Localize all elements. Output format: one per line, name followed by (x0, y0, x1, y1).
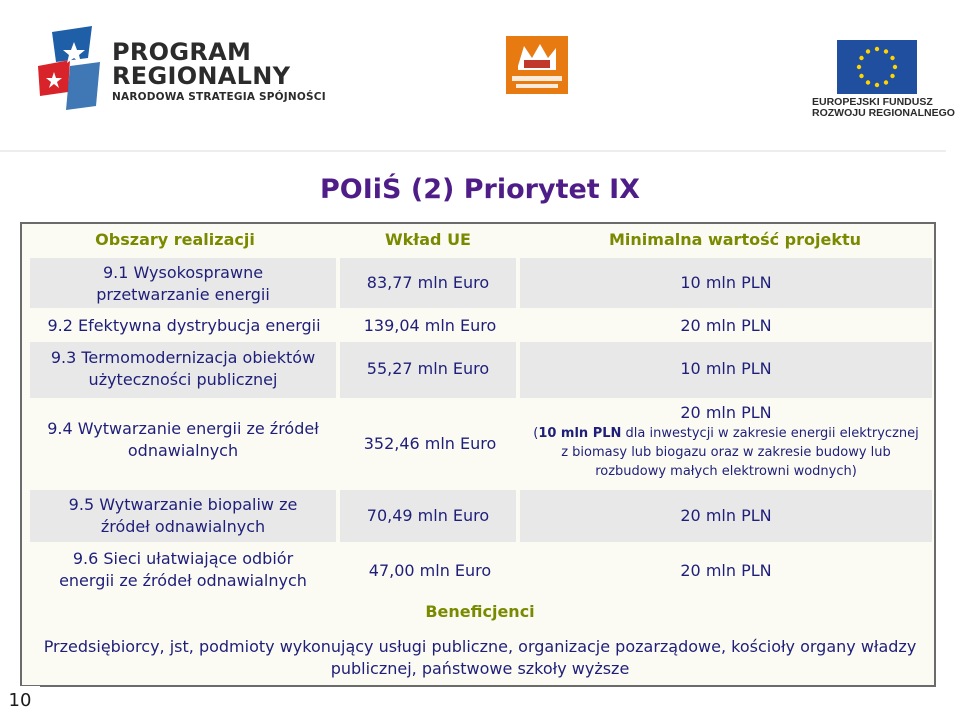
row3-min (520, 342, 932, 398)
header-obszary: Obszary realizacji (95, 230, 255, 249)
row4-contribution: 352,46 mln Euro (363, 434, 497, 453)
row6-min: 20 mln PLN (680, 561, 772, 580)
row2-contribution: 139,04 mln Euro (363, 316, 497, 335)
row4-min-note (520, 424, 932, 481)
row1-min (520, 258, 932, 308)
row4-note-rest: dla inwestycji w zakresie energii elektrycznej z biomasy lub biogazu oraz w zakresie budowy lub rozbudowy małych elektrowni wodnych) (561, 426, 919, 479)
row4-area-text: 9.4 Wytwarzanie energii ze źródeł odnawialnych (47, 419, 319, 460)
row6-area-text: 9.6 Sieci ułatwiające odbiór energii ze źródeł odnawialnych (59, 549, 307, 590)
row5-area-text: 9.5 Wytwarzanie biopaliw ze źródeł odnawialnych (68, 495, 298, 536)
row6-area (30, 548, 336, 592)
row2-min: 20 mln PLN (680, 316, 772, 335)
row1-contribution-text: 83,77 mln Euro (366, 273, 490, 292)
row1-min-text: 10 mln PLN (680, 273, 772, 292)
program-logo-line3: NARODOWA STRATEGIA SPÓJNOŚCI (112, 91, 326, 103)
header-band (0, 0, 960, 152)
row5-contribution (340, 490, 516, 542)
row3-min-text: 10 mln PLN (680, 359, 772, 378)
eu-fund-line1: EUROPEJSKI FUNDUSZ (812, 96, 933, 108)
row1-contribution (340, 258, 516, 308)
row4-min-value: 20 mln PLN (680, 403, 772, 422)
header-divider (0, 150, 946, 152)
row4-area (30, 418, 336, 462)
beneficiaries-heading: Beneficjenci (425, 602, 535, 621)
program-logo-line2: REGIONALNY (112, 62, 291, 90)
row3-contribution-text: 55,27 mln Euro (366, 359, 490, 378)
row3-area (30, 342, 336, 398)
row5-contribution-text: 70,49 mln Euro (366, 506, 490, 525)
beneficiaries-text: Przedsiębiorcy, jst, podmioty wykonujący usługi publiczne, organizacje pozarządowe, kościoły organy władzy publicznej, państwowe szkoły wyższe (43, 637, 917, 678)
header-minimalna: Minimalna wartość projektu (608, 230, 862, 249)
row5-area (30, 490, 336, 542)
header-wklad: Wkład UE (385, 230, 471, 249)
row4-min (520, 402, 932, 481)
row3-area-text: 9.3 Termomodernizacja obiektów użyteczności publicznej (50, 348, 316, 389)
row5-min-text: 20 mln PLN (680, 506, 772, 525)
page-title: POIiŚ (2) Priorytet IX (320, 174, 640, 205)
wojewodztwo-malopolskie-logo-icon (506, 36, 568, 94)
row4-note-bold: 10 mln PLN (538, 426, 622, 441)
row5-min (520, 490, 932, 542)
program-regionalny-logo-icon (30, 22, 106, 114)
row1-area (30, 258, 336, 308)
row6-contribution: 47,00 mln Euro (368, 561, 492, 580)
page-number: 10 (0, 686, 40, 716)
row4-note-paren: ( (533, 426, 539, 441)
eu-flag-icon (837, 40, 917, 94)
program-logo-line1: PROGRAM (112, 38, 252, 66)
row1-area-text: 9.1 Wysokosprawne przetwarzanie energii (96, 263, 270, 304)
eu-fund-line2: ROZWOJU REGIONALNEGO (812, 107, 955, 119)
row3-contribution (340, 342, 516, 398)
row2-area: 9.2 Efektywna dystrybucja energii (47, 316, 321, 335)
